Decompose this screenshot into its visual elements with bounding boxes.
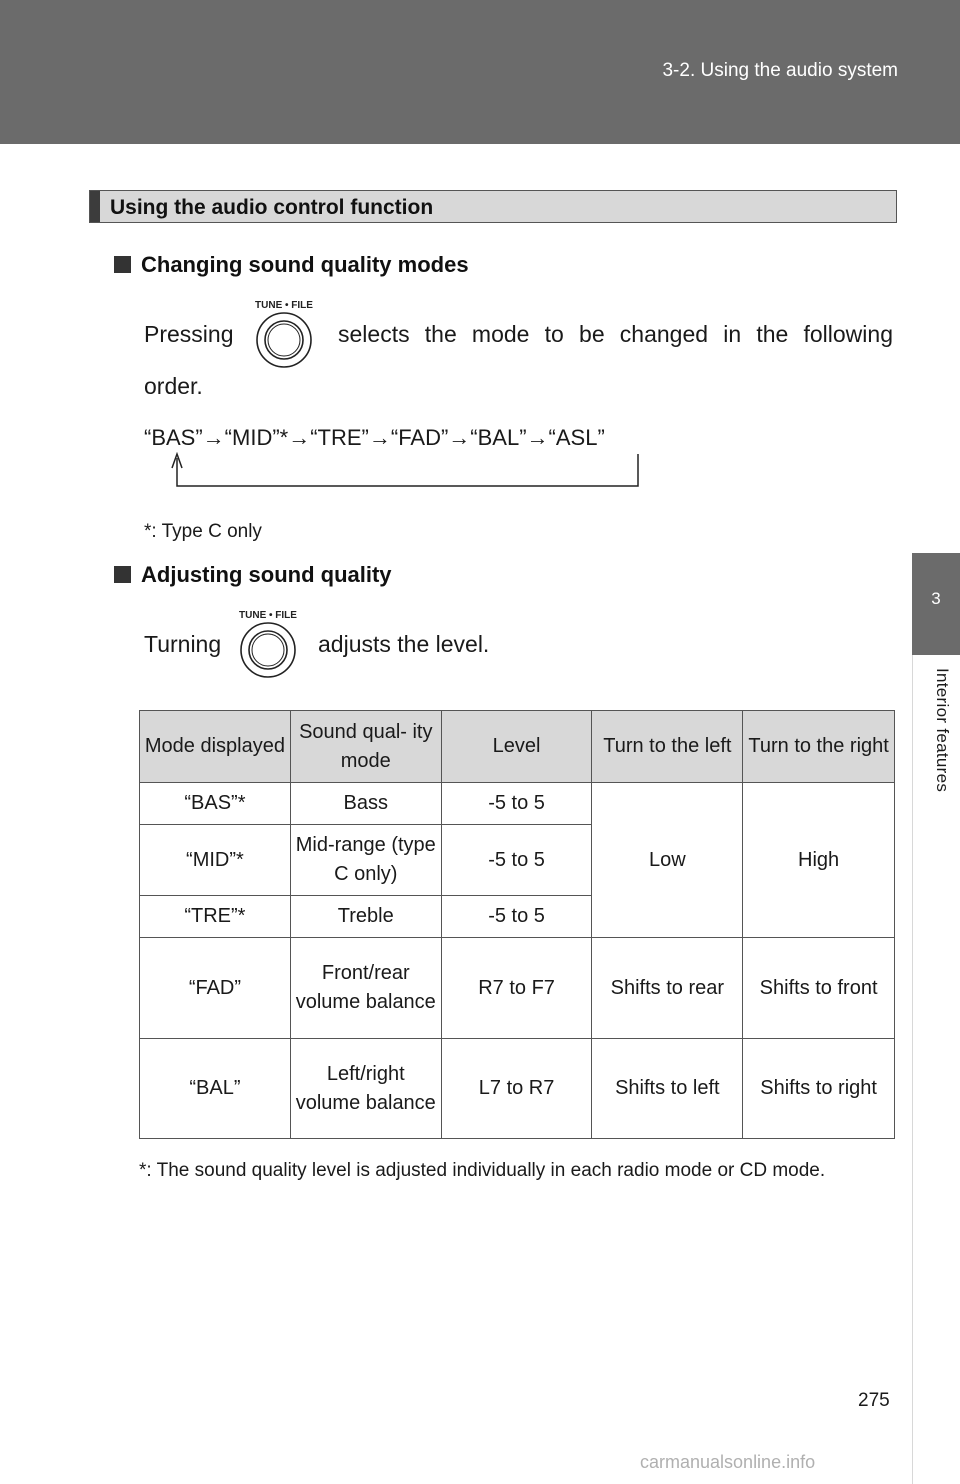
table-header: Turn to the right [743,711,895,783]
table-header-row [140,711,895,783]
turn-text: Turning [144,631,222,657]
press-text-after: selects the mode to be changed in the following [338,321,893,347]
subsection-heading-adjusting [114,562,392,588]
table-header: Turn to the left [592,711,743,783]
bullet-square-icon [114,256,131,273]
table-row [140,783,895,825]
chapter-label: Interior features [933,668,952,793]
header-band [0,0,960,144]
chapter-tab[interactable] [912,553,960,655]
order-text: order. [144,373,203,399]
table-cell: “BAL” [140,1039,291,1139]
section-title: Using the audio control function [110,196,434,219]
knob-label: TUNE • FILE [255,300,313,311]
loop-arrow-icon [168,452,648,492]
table-cell: “BAS”* [140,783,291,825]
table-cell: -5 to 5 [441,896,592,938]
tune-file-knob-icon [253,296,315,374]
table-cell: R7 to F7 [441,938,592,1039]
table-cell: Bass [290,783,441,825]
tune-file-knob-icon [237,606,299,684]
type-c-footnote: *: Type C only [144,521,262,542]
table-footnote: *: The sound quality level is adjusted individually in each radio mode or CD mode. [139,1160,826,1181]
table-cell: -5 to 5 [441,825,592,896]
section-bar [89,190,897,223]
knob-label: TUNE • FILE [239,610,297,621]
table-cell: L7 to R7 [441,1039,592,1139]
table-row [140,938,895,1039]
table-cell: Shifts to right [743,1039,895,1139]
table-header: Sound qual- ity mode [290,711,441,783]
table-row [140,1039,895,1139]
subsection-heading-changing [114,252,469,278]
page-number: 275 [858,1390,890,1411]
table-cell-low: Low [592,783,743,938]
mode-sequence: “BAS”→“MID”*→“TRE”→“FAD”→“BAL”→“ASL” [144,425,605,450]
heading-text: Adjusting sound quality [141,562,392,587]
table-cell: Left/right volume balance [290,1039,441,1139]
table-cell: Mid-range (type C only) [290,825,441,896]
bullet-square-icon [114,566,131,583]
table-cell: Shifts to rear [592,938,743,1039]
table-cell: Front/rear volume balance [290,938,441,1039]
sound-quality-table [139,710,895,1139]
table-cell: Shifts to front [743,938,895,1039]
chapter-number: 3 [931,589,941,608]
table-header: Mode displayed [140,711,291,783]
heading-text: Changing sound quality modes [141,252,469,277]
watermark[interactable]: carmanualsonline.info [640,1452,816,1472]
table-cell: Treble [290,896,441,938]
table-cell-high: High [743,783,895,938]
table-cell: “FAD” [140,938,291,1039]
table-cell: -5 to 5 [441,783,592,825]
press-text: Pressing [144,321,234,347]
header-title: 3-2. Using the audio system [662,60,898,81]
table-cell: “TRE”* [140,896,291,938]
table-cell: “MID”* [140,825,291,896]
turn-text-after: adjusts the level. [318,631,490,657]
table-header: Level [441,711,592,783]
table-cell: Shifts to left [592,1039,743,1139]
